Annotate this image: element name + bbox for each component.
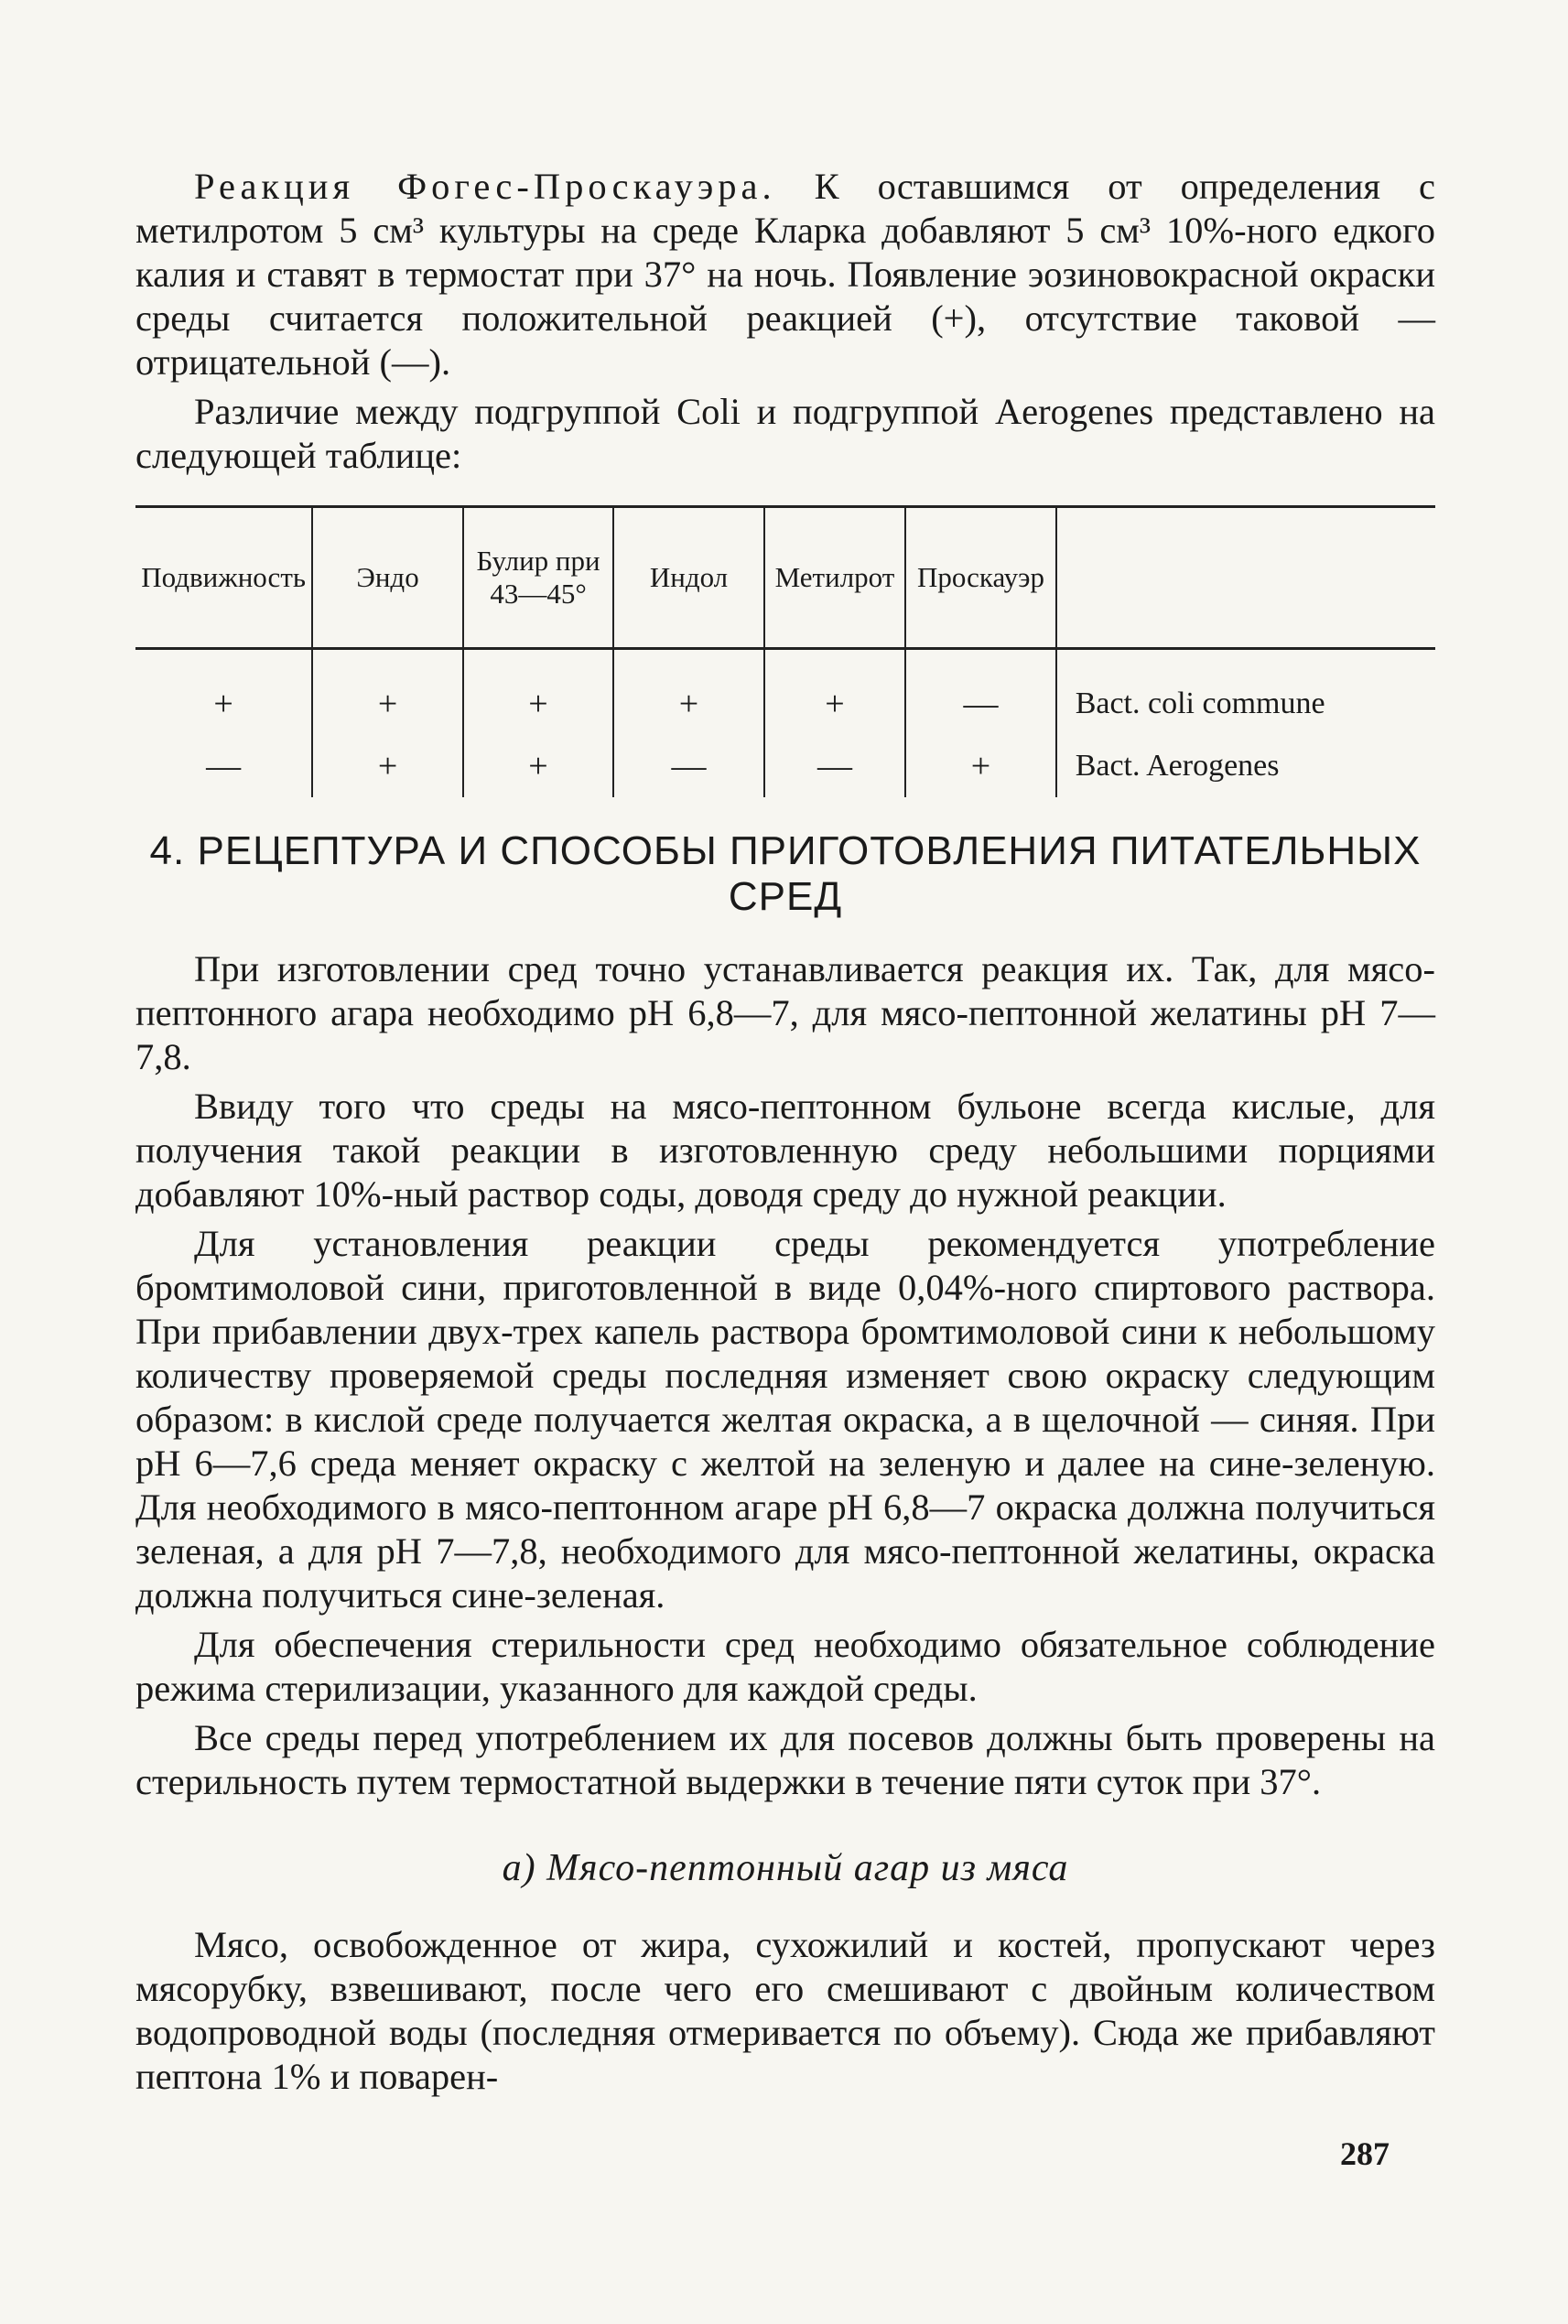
subsection-heading: а) Мясо-пептонный агар из мяса — [502, 1847, 1069, 1889]
cell-bulir: + — [463, 735, 613, 797]
paragraph: Для обеспечения стерильности сред необходимо обязательное соблюдение режима стерилизации, указанного для каждой среды. — [135, 1624, 1435, 1709]
header-organism — [1056, 507, 1435, 649]
table-row — [135, 735, 1435, 797]
header-indol: Индол — [613, 507, 763, 649]
header-motility: Подвижность — [135, 507, 312, 649]
page-number: 287 — [1340, 2135, 1390, 2172]
cell-bulir: + — [463, 649, 613, 736]
paragraph: Все среды перед употреблением их для посевов должны быть проверены на стерильность путем термостатной выдержки в течение пяти суток при 37°. — [135, 1717, 1435, 1802]
reaction-title: Реакция Фогес-Проскауэра. — [194, 166, 776, 207]
header-proskauer: Проскауэр — [905, 507, 1055, 649]
cell-endo: + — [312, 649, 462, 736]
paragraph: При изготовлении сред точно устанавливается реакция их. Так, для мясо-пептонного агара необходимо рН 6,8—7, для мясо-пептонной желатины рН 7—7,8. — [135, 948, 1435, 1077]
cell-motility: — — [206, 747, 242, 785]
page-content — [135, 165, 1435, 2104]
paragraph-table-intro: Различие между подгруппой Coli и подгруппой Aerogenes представлено на следующей таблице: — [135, 391, 1435, 476]
cell-indol: — — [613, 735, 763, 797]
cell-organism: Bact. Aerogenes — [1056, 735, 1435, 797]
header-endo: Эндо — [312, 507, 462, 649]
header-methylrot: Метилрот — [764, 507, 905, 649]
paragraph: Мясо, освобожденное от жира, сухожилий и костей, пропускают через мясорубку, взвешивают, после чего его смешивают с двойным количеством водопроводной воды (последняя отмеривается по объему). Сюда же прибавляют пептона 1% и поварен- — [135, 1924, 1435, 2097]
cell-methylrot: + — [764, 649, 905, 736]
cell-proskauer: + — [905, 735, 1055, 797]
paragraph: Для установления реакции среды рекомендуется употребление бромтимоловой сини, приготовленной в виде 0,04%-ного спиртового раствора. При прибавлении двух-трех капель раствора бромтимоловой сини к небольшому количеству проверяемой среды последняя изменяет свою окраску следующим образом: в кислой среде получается желтая окраска, а в щелочной — синяя. При рН 6—7,6 среда меняет окраску с желтой на зеленую и далее на сине-зеленую. Для необходимого в мясо-пептонном агаре рН 6,8—7 окраска должна получиться зеленая, а для рН 7—7,8, необходимого для мясо-пептонной желатины, окраска должна получиться сине-зеленая. — [135, 1223, 1435, 1616]
paragraph-voges-proskauer — [135, 165, 1435, 384]
cell-methylrot: — — [764, 735, 905, 797]
reaction-description: К оставшимся от определения с метилротом 5 см³ культуры на среде Кларка добавляют 5 см³ 10%-ного едкого калия и ставят в термостат при 37° на ночь. Появление эозиновокрасной окраски среды считается положительной реакцией (+), отсутствие таковой — отрицательной (—). — [135, 166, 1436, 383]
cell-proskauer: — — [905, 649, 1055, 736]
table-header-row — [135, 507, 1435, 649]
cell-organism: Bact. coli commune — [1056, 649, 1435, 736]
differentiation-table — [135, 505, 1435, 797]
paragraph: Ввиду того что среды на мясо-пептонном бульоне всегда кислые, для получения такой реакции в изготовленную среду небольшими порциями добавляют 10%-ный раствор соды, доводя среду до нужной реакции. — [135, 1086, 1435, 1215]
cell-endo: + — [312, 735, 462, 797]
section-heading: 4. РЕЦЕПТУРА И СПОСОБЫ ПРИГОТОВЛЕНИЯ ПИТАТЕЛЬНЫХ СРЕД — [149, 828, 1422, 919]
table-row — [135, 649, 1435, 736]
header-bulir: Булир при 43—45° — [463, 507, 613, 649]
cell-motility: + — [213, 685, 233, 723]
cell-indol: + — [613, 649, 763, 736]
